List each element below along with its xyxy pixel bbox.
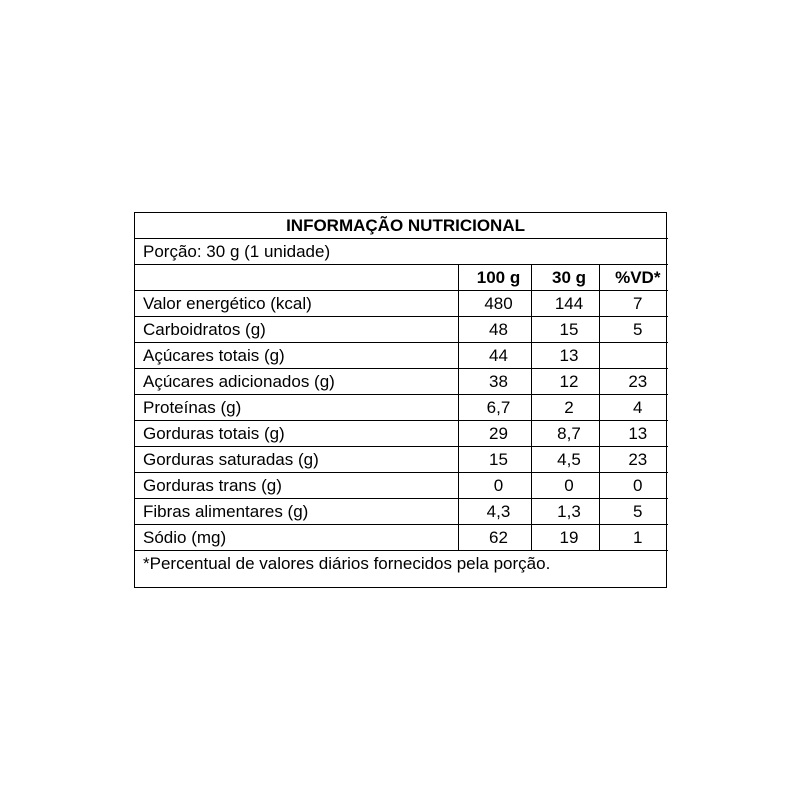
value-100g: 15 (458, 447, 531, 473)
nutrient-name: Proteínas (g) (135, 395, 458, 421)
value-30g: 19 (531, 525, 599, 551)
nutrient-name: Sódio (mg) (135, 525, 458, 551)
nutrient-name: Gorduras trans (g) (135, 473, 458, 499)
value-30g: 1,3 (531, 499, 599, 525)
value-vd: 13 (599, 421, 668, 447)
value-100g: 480 (458, 291, 531, 317)
value-100g: 0 (458, 473, 531, 499)
value-vd: 5 (599, 317, 668, 343)
nutrient-name: Açúcares adicionados (g) (135, 369, 458, 395)
portion-text: Porção: 30 g (1 unidade) (135, 239, 668, 265)
table-row (135, 291, 668, 317)
value-100g: 62 (458, 525, 531, 551)
value-vd: 23 (599, 447, 668, 473)
table-row (135, 421, 668, 447)
nutrient-name: Fibras alimentares (g) (135, 499, 458, 525)
table-row (135, 343, 668, 369)
header-100g: 100 g (458, 265, 531, 291)
nutrition-facts-label (134, 212, 667, 588)
header-vd: %VD* (599, 265, 668, 291)
nutrition-table (135, 213, 668, 576)
table-row (135, 473, 668, 499)
nutrient-name: Gorduras saturadas (g) (135, 447, 458, 473)
value-100g: 4,3 (458, 499, 531, 525)
value-vd: 7 (599, 291, 668, 317)
header-30g: 30 g (531, 265, 599, 291)
value-30g: 12 (531, 369, 599, 395)
footnote-text: *Percentual de valores diários fornecidos pela porção. (135, 551, 668, 577)
footnote-row (135, 551, 668, 577)
value-30g: 8,7 (531, 421, 599, 447)
nutrient-name: Valor energético (kcal) (135, 291, 458, 317)
value-100g: 44 (458, 343, 531, 369)
value-vd (599, 343, 668, 369)
value-vd: 5 (599, 499, 668, 525)
nutrient-name: Carboidratos (g) (135, 317, 458, 343)
table-row (135, 499, 668, 525)
table-row (135, 447, 668, 473)
value-100g: 38 (458, 369, 531, 395)
value-30g: 144 (531, 291, 599, 317)
value-100g: 6,7 (458, 395, 531, 421)
value-vd: 4 (599, 395, 668, 421)
header-empty-cell (135, 265, 458, 291)
nutrient-name: Açúcares totais (g) (135, 343, 458, 369)
table-row (135, 525, 668, 551)
portion-row (135, 239, 668, 265)
value-30g: 4,5 (531, 447, 599, 473)
table-row (135, 395, 668, 421)
value-30g: 0 (531, 473, 599, 499)
value-30g: 15 (531, 317, 599, 343)
table-row (135, 369, 668, 395)
label-title: INFORMAÇÃO NUTRICIONAL (135, 213, 668, 239)
nutrient-name: Gorduras totais (g) (135, 421, 458, 447)
value-30g: 2 (531, 395, 599, 421)
value-100g: 48 (458, 317, 531, 343)
header-row (135, 265, 668, 291)
value-vd: 23 (599, 369, 668, 395)
value-vd: 1 (599, 525, 668, 551)
value-vd: 0 (599, 473, 668, 499)
title-row (135, 213, 668, 239)
value-30g: 13 (531, 343, 599, 369)
table-row (135, 317, 668, 343)
value-100g: 29 (458, 421, 531, 447)
